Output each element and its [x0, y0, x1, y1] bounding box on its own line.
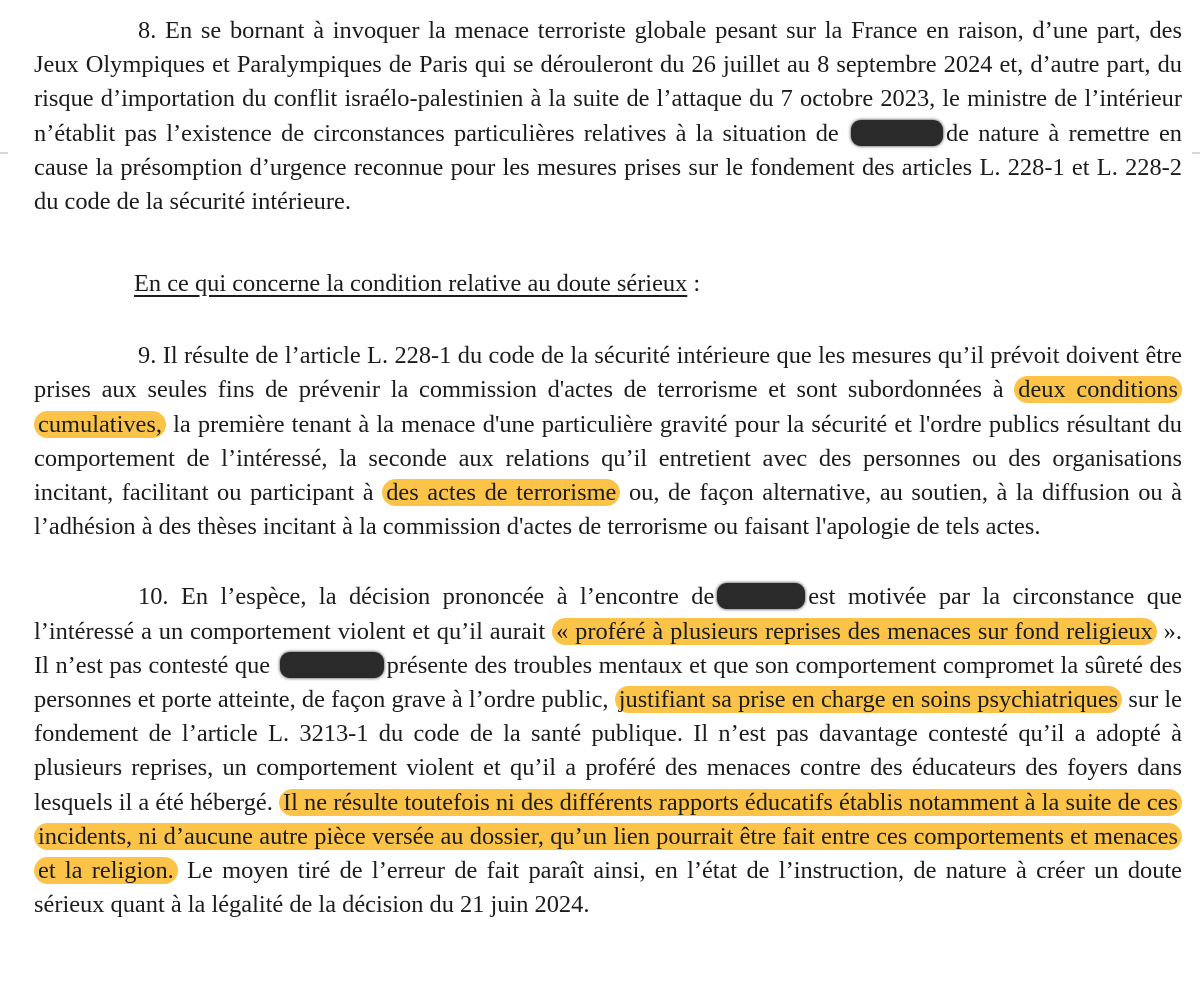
paragraph-text: sur le fondement de l’article L. 3213-1 du code de la santé publique. Il n’est pas davantage contesté qu’il a adopté à plusieurs reprises, un comportement violent et qu’il a proféré des menaces contre des éducateurs des foyers dans lesquels il a été hébergé. — [34, 686, 1182, 816]
paragraph-9 — [34, 339, 1182, 544]
scan-artifact-left — [0, 152, 8, 154]
paragraph-text: de nature à remettre en cause la présomption d’urgence reconnue pour les mesures prises sur le fondement des articles L. 228-1 et L. 228-2 du code de la sécurité intérieure. — [34, 119, 1182, 216]
paragraph-number: 10. — [138, 583, 169, 611]
paragraph-text: présente des troubles mentaux et que son comportement compromet la sûreté des personnes et porte atteinte, de façon grave à l’ordre public, — [34, 651, 1182, 714]
paragraph-text: ». Il n’est pas contesté que — [34, 617, 1182, 679]
paragraph-10 — [34, 580, 1182, 922]
paragraph-text: Il résulte de l’article L. 228-1 du code de la sécurité intérieure que les mesures qu’il prévoit doivent être prises aux seules fins de prévenir la commission d'actes de terrorisme et sont subordonnées à — [34, 342, 1182, 404]
highlighted-text: des actes de terrorisme — [382, 479, 620, 506]
paragraph-number: 8. — [138, 17, 157, 44]
paragraph-text: Le moyen tiré de l’erreur de fait paraît ainsi, en l’état de l’instruction, de nature à créer un doute sérieux quant à la légalité de la décision du 21 juin 2024. — [34, 857, 1183, 919]
highlighted-text: justifiant sa prise en charge en soins psychiatriques — [615, 686, 1122, 713]
highlighted-text: deux conditions cumulatives, — [34, 376, 1182, 437]
highlighted-text: Il ne résulte toutefois ni des différents rapports éducatifs établis notamment à la suite de ces incidents, ni d’aucune autre pièce versée au dossier, qu’un lien pourrait être fait entre ces comportements et menaces et la religion. — [34, 789, 1182, 884]
paragraph-8 — [34, 14, 1182, 219]
section-heading-colon: : — [687, 270, 701, 298]
section-heading-text: En ce qui concerne la condition relative au doute sérieux — [134, 270, 688, 298]
paragraph-text: est motivée par la circonstance que l’intéressé a un comportement violent et qu’il aurait — [34, 583, 1183, 645]
paragraph-number: 9. — [138, 342, 157, 370]
paragraph-text: ou, de façon alternative, au soutien, à la diffusion ou à l’adhésion à des thèses incitant à la commission d'actes de terrorisme ou faisant l'apologie de tels actes. — [34, 479, 1182, 541]
paragraph-text: la première tenant à la menace d'une particulière gravité pour la sécurité et l'ordre publics résultant du comportement de l’intéressé, la seconde aux relations qu’il entretient avec des personnes ou des organisations incitant, facilitant ou participant à — [34, 410, 1182, 507]
scan-artifact-right — [1192, 152, 1200, 154]
section-heading — [134, 267, 1182, 301]
redaction-mark — [851, 120, 943, 146]
highlighted-text: « proféré à plusieurs reprises des menaces sur fond religieux — [552, 618, 1157, 645]
redaction-mark — [717, 583, 805, 609]
redaction-mark — [280, 652, 384, 678]
paragraph-text: En se bornant à invoquer la menace terroriste globale pesant sur la France en raison, d’une part, des Jeux Olympiques et Paralympiques de Paris qui se dérouleront du 26 juillet au 8 septembre 2024 et, d’autre part, du risque d’importation du conflit israélo-palestinien à la suite de l’attaque du 7 octobre 2023, le ministre de l’intérieur n’établit pas l’existence de circonstances particulières relatives à la situation de — [34, 17, 1182, 147]
paragraph-text: En l’espèce, la décision prononcée à l’encontre de — [180, 583, 715, 611]
